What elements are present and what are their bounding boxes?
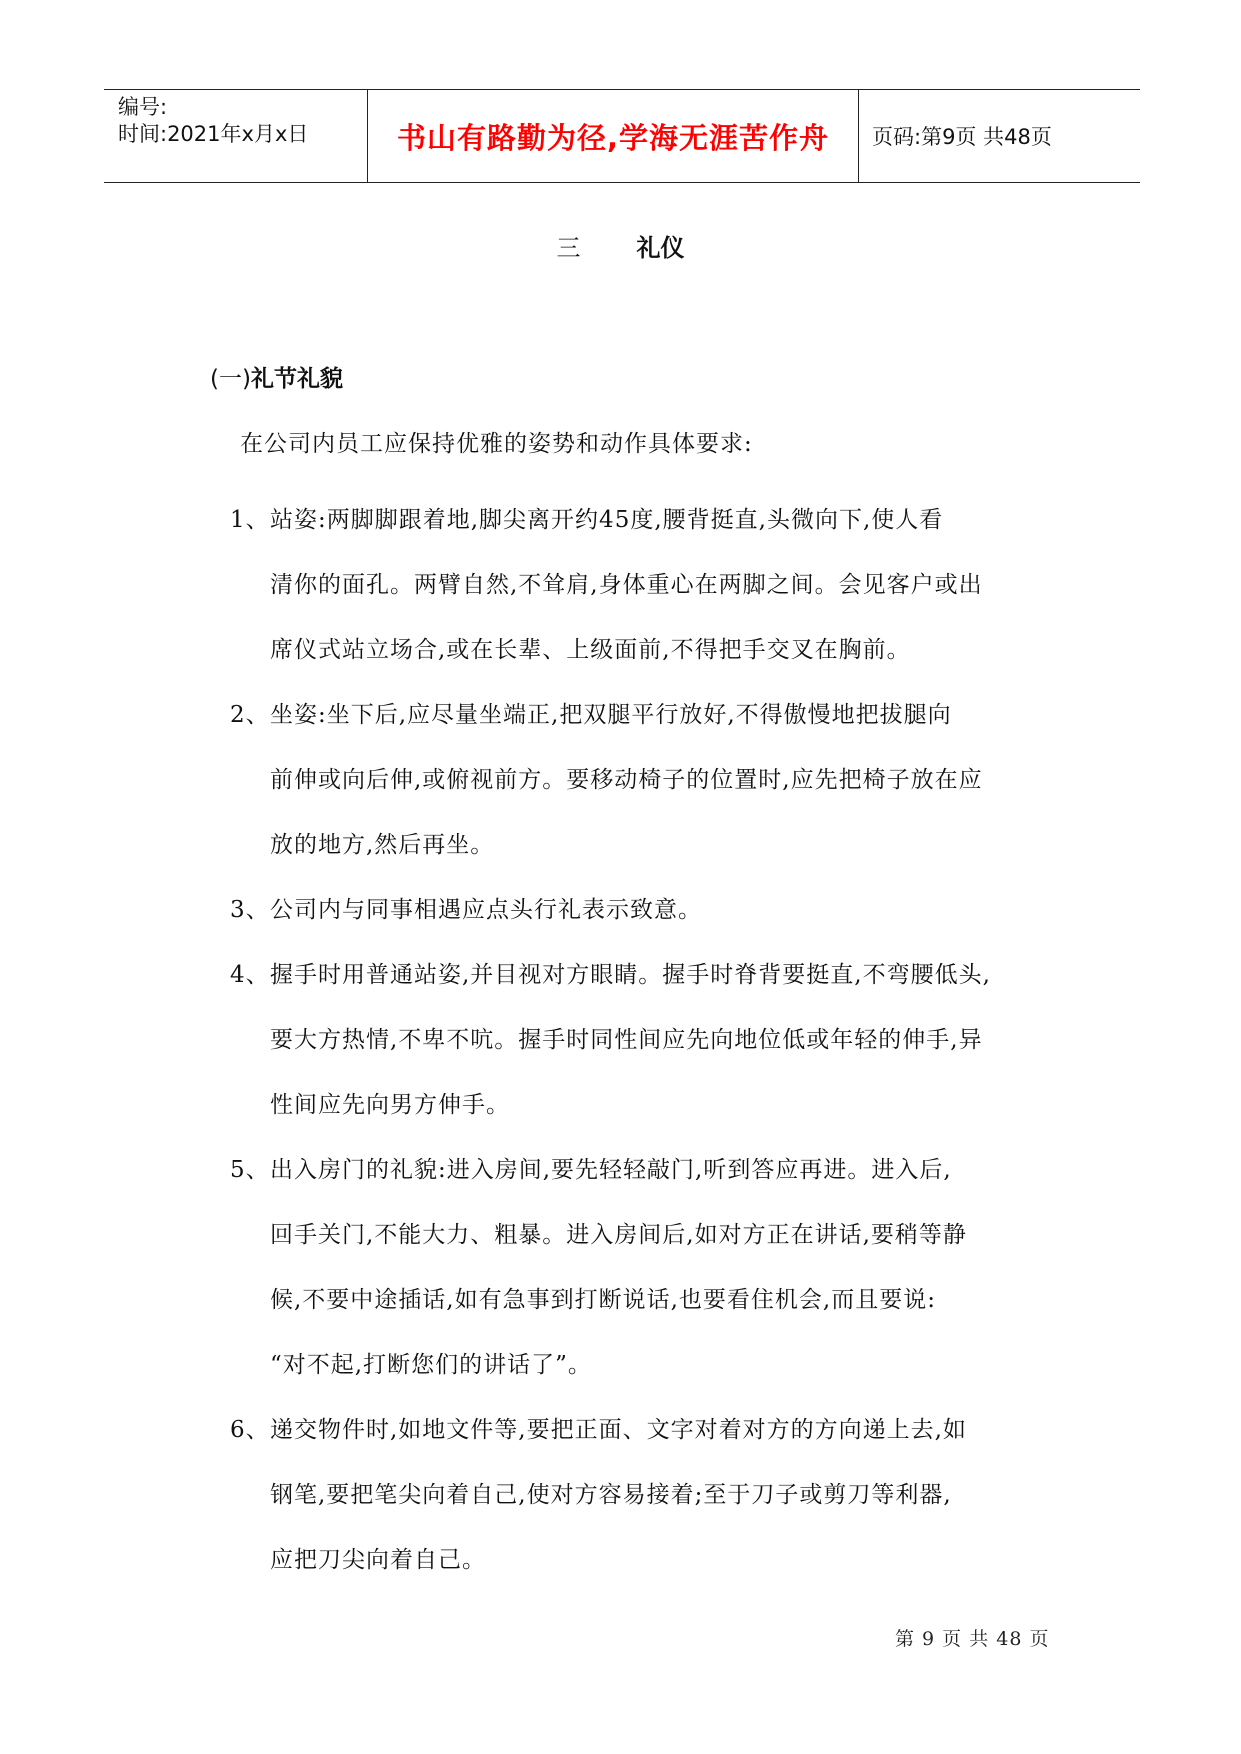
list-item-number: 5、 <box>230 1157 270 1183</box>
rule-list <box>230 488 1070 1593</box>
list-item-line: 递交物件时,如地文件等,要把正面、文字对着对方的方向递上去,如 <box>270 1417 967 1443</box>
list-item-number: 1、 <box>230 507 270 533</box>
list-item <box>230 1138 1070 1398</box>
header-page-info: 页码:第9页 共48页 <box>872 125 1052 149</box>
list-item-line: 性间应先向男方伸手。 <box>270 1092 510 1118</box>
header-number-label: 编号: <box>118 95 168 119</box>
section-intro: 在公司内员工应保持优雅的姿势和动作具体要求: <box>240 431 753 457</box>
list-item-line: 站姿:两脚脚跟着地,脚尖离开约45度,腰背挺直,头微向下,使人看 <box>270 507 944 533</box>
list-item <box>230 683 1070 878</box>
list-item-number: 6、 <box>230 1417 270 1443</box>
list-item-line: 坐姿:坐下后,应尽量坐端正,把双腿平行放好,不得傲慢地把拔腿向 <box>270 702 952 728</box>
section-number: (一) <box>210 366 251 392</box>
list-item <box>230 943 1070 1138</box>
list-item-line: 前伸或向后伸,或俯视前方。要移动椅子的位置时,应先把椅子放在应 <box>270 767 983 793</box>
document-title <box>0 228 1241 263</box>
list-item-line: 应把刀尖向着自己。 <box>270 1547 486 1573</box>
list-item-number: 4、 <box>230 962 270 988</box>
list-item <box>230 878 1070 943</box>
list-item-line: 握手时用普通站姿,并目视对方眼睛。握手时脊背要挺直,不弯腰低头, <box>270 962 991 988</box>
list-item-line: 候,不要中途插话,如有急事到打断说话,也要看住机会,而且要说: <box>270 1287 936 1313</box>
list-item-line: 公司内与同事相遇应点头行礼表示致意。 <box>270 897 702 923</box>
list-item-line: “对不起,打断您们的讲话了”。 <box>270 1352 592 1378</box>
section-heading <box>210 360 343 393</box>
list-item-line: 清你的面孔。两臂自然,不耸肩,身体重心在两脚之间。会见客户或出 <box>270 572 983 598</box>
title-number: 三 <box>556 234 581 262</box>
list-item-line: 放的地方,然后再坐。 <box>270 832 495 858</box>
list-item-line: 出入房门的礼貌:进入房间,要先轻轻敲门,听到答应再进。进入后, <box>270 1157 952 1183</box>
list-item-line: 要大方热情,不卑不吭。握手时同性间应先向地位低或年轻的伸手,异 <box>270 1027 983 1053</box>
page-header <box>104 89 1140 183</box>
list-item-line: 回手关门,不能大力、粗暴。进入房间后,如对方正在讲话,要稍等静 <box>270 1222 967 1248</box>
page-footer: 第 9 页 共 48 页 <box>895 1628 1050 1650</box>
header-time-label: 时间:2021年x月x日 <box>118 122 309 146</box>
header-meta <box>104 90 368 182</box>
title-text: 礼仪 <box>636 234 685 262</box>
header-motto: 书山有路勤为径,学海无涯苦作舟 <box>368 90 859 182</box>
list-item-number: 2、 <box>230 702 270 728</box>
list-item-number: 3、 <box>230 897 270 923</box>
list-item-line: 钢笔,要把笔尖向着自己,使对方容易接着;至于刀子或剪刀等利器, <box>270 1482 952 1508</box>
section-title: 礼节礼貌 <box>250 366 343 392</box>
list-item-line: 席仪式站立场合,或在长辈、上级面前,不得把手交叉在胸前。 <box>270 637 911 663</box>
list-item <box>230 488 1070 683</box>
list-item <box>230 1398 1070 1593</box>
